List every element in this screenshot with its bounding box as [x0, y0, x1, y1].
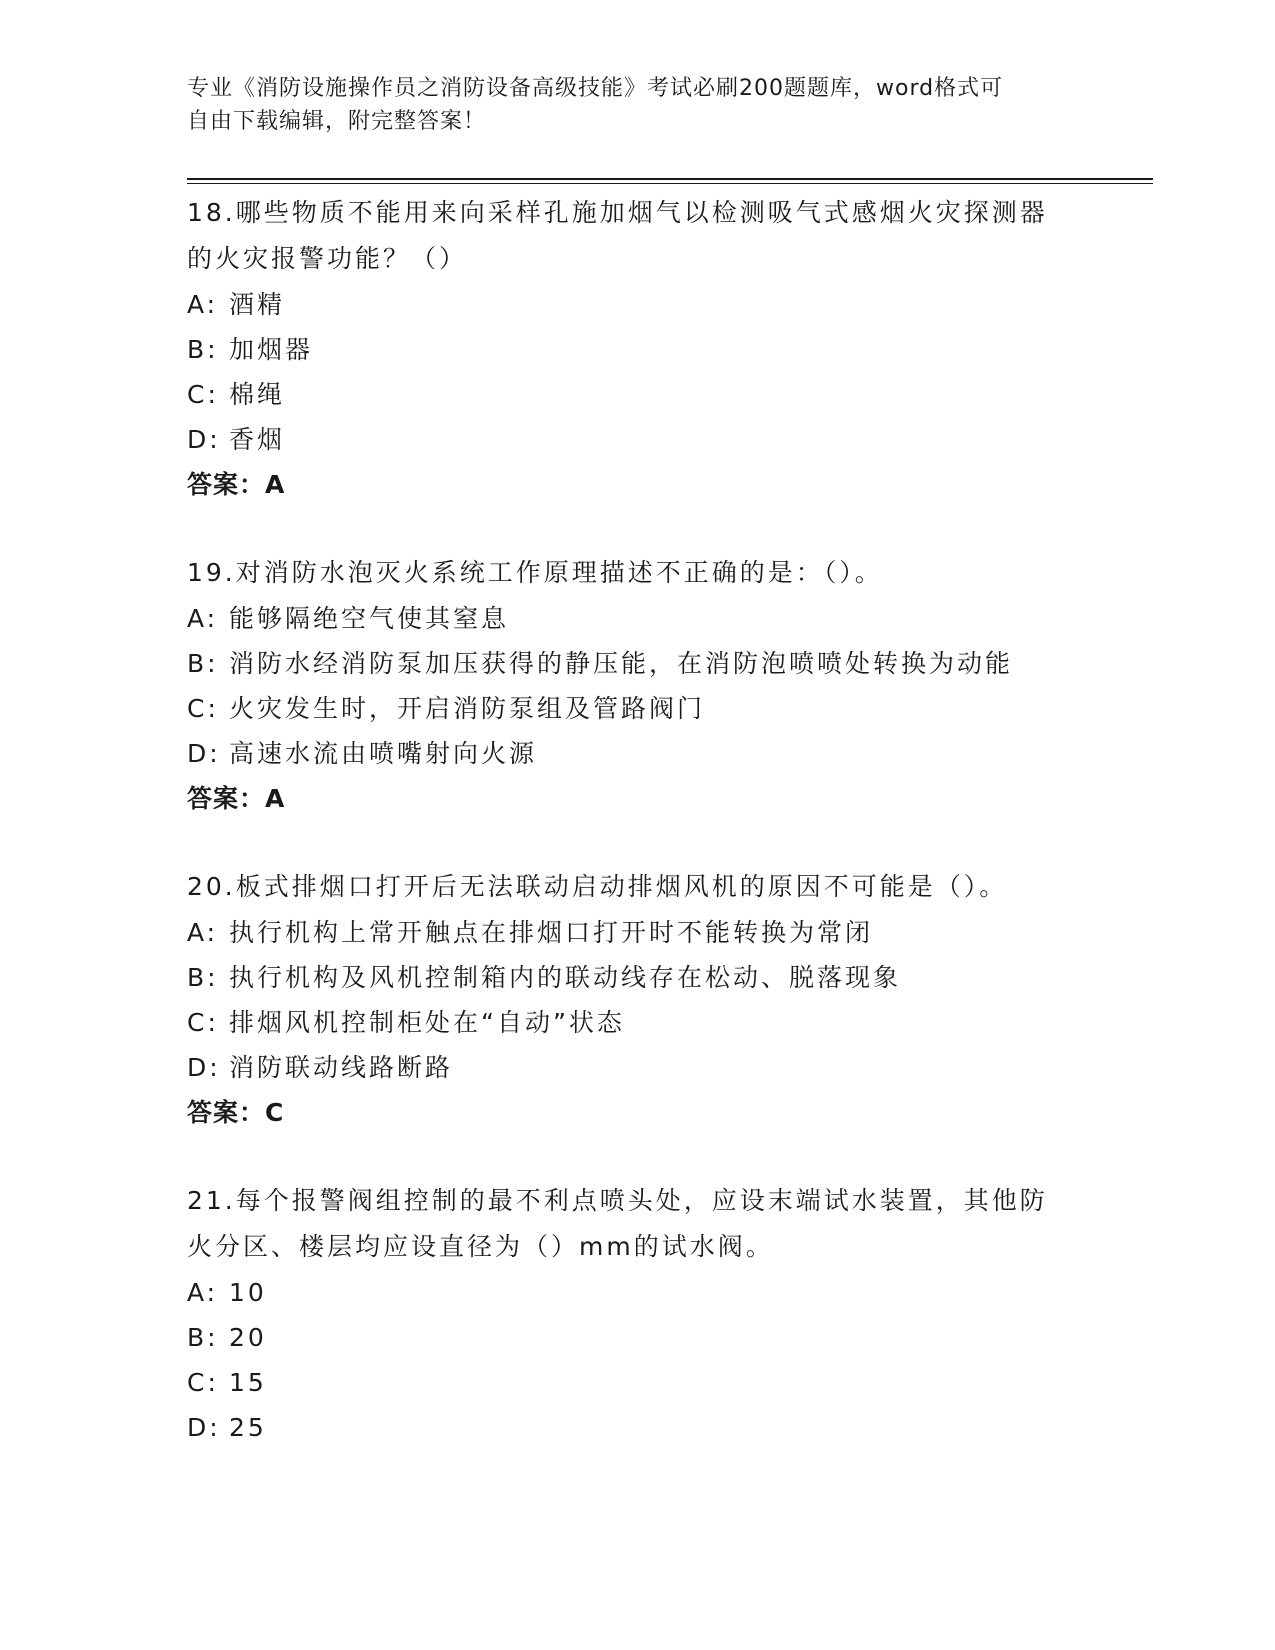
option-c	[187, 1360, 1087, 1405]
option-key: B:	[187, 1323, 219, 1352]
question-gap	[187, 821, 1087, 864]
header-line-2: 自由下载编辑，附完整答案！	[187, 109, 487, 134]
question-18	[187, 190, 1087, 507]
answer-line: 答案：A	[187, 470, 286, 499]
option-key: A:	[187, 290, 219, 319]
question-20	[187, 864, 1087, 1135]
option-key: C:	[187, 380, 219, 409]
option-key: D:	[187, 1413, 221, 1442]
option-key: B:	[187, 963, 219, 992]
header-line-1: 专业《消防设施操作员之消防设备高级技能》考试必刷200题题库，word格式可	[187, 76, 1004, 101]
option-text: 消防水经消防泵加压获得的静压能，在消防泡喷喷处转换为动能	[229, 649, 1014, 678]
question-21	[187, 1178, 1087, 1450]
option-c	[187, 372, 1087, 417]
question-stem-line: 20.板式排烟口打开后无法联动启动排烟风机的原因不可能是（）。	[187, 872, 1008, 901]
option-a	[187, 910, 1087, 955]
option-text: 15	[229, 1368, 267, 1397]
option-a	[187, 596, 1087, 641]
question-gap	[187, 1135, 1087, 1178]
header-divider-thick	[187, 178, 1153, 180]
option-text: 排烟风机控制柜处在“自动”状态	[229, 1008, 625, 1037]
option-key: A:	[187, 1278, 219, 1307]
question-stem-line: 火分区、楼层均应设直径为（）mm的试水阀。	[187, 1232, 774, 1261]
option-a	[187, 282, 1087, 327]
answer-line: 答案：A	[187, 784, 286, 813]
option-text: 香烟	[229, 425, 286, 454]
option-text: 棉绳	[229, 380, 286, 409]
option-a	[187, 1270, 1087, 1315]
question-stem	[187, 550, 1087, 596]
option-key: B:	[187, 649, 219, 678]
question-stem-line: 18.哪些物质不能用来向采样孔施加烟气以检测吸气式感烟火灾探测器	[187, 198, 1048, 227]
option-c	[187, 1000, 1087, 1045]
option-key: C:	[187, 1008, 219, 1037]
question-19	[187, 550, 1087, 821]
option-b	[187, 1315, 1087, 1360]
option-text: 执行机构及风机控制箱内的联动线存在松动、脱落现象	[229, 963, 902, 992]
question-stem-line: 的火灾报警功能？（）	[187, 244, 468, 273]
option-d	[187, 1045, 1087, 1090]
option-b	[187, 955, 1087, 1000]
document-header	[187, 72, 1067, 138]
question-stem-line: 21.每个报警阀组控制的最不利点喷头处，应设末端试水装置，其他防	[187, 1186, 1048, 1215]
answer-line: 答案：C	[187, 1098, 285, 1127]
option-b	[187, 641, 1087, 686]
option-b	[187, 327, 1087, 372]
question-stem	[187, 1178, 1087, 1270]
option-key: D:	[187, 739, 221, 768]
question-stem-line: 19.对消防水泡灭火系统工作原理描述不正确的是：（）。	[187, 558, 883, 587]
option-key: D:	[187, 1053, 221, 1082]
option-text: 10	[229, 1278, 267, 1307]
option-key: B:	[187, 335, 219, 364]
option-key: D:	[187, 425, 221, 454]
option-text: 20	[229, 1323, 267, 1352]
question-list	[187, 190, 1087, 1450]
option-text: 消防联动线路断路	[229, 1053, 454, 1082]
option-c	[187, 686, 1087, 731]
option-text: 25	[229, 1413, 267, 1442]
option-text: 酒精	[229, 290, 286, 319]
option-key: C:	[187, 1368, 219, 1397]
question-gap	[187, 507, 1087, 550]
question-stem	[187, 190, 1087, 282]
option-text: 执行机构上常开触点在排烟口打开时不能转换为常闭	[229, 918, 874, 947]
option-key: C:	[187, 694, 219, 723]
header-divider-thin	[187, 183, 1153, 184]
option-text: 火灾发生时，开启消防泵组及管路阀门	[229, 694, 706, 723]
option-text: 加烟器	[229, 335, 314, 364]
option-key: A:	[187, 918, 219, 947]
option-text: 能够隔绝空气使其窒息	[229, 604, 510, 633]
question-stem	[187, 864, 1087, 910]
option-text: 高速水流由喷嘴射向火源	[229, 739, 538, 768]
option-d	[187, 731, 1087, 776]
option-d	[187, 417, 1087, 462]
option-d	[187, 1405, 1087, 1450]
option-key: A:	[187, 604, 219, 633]
